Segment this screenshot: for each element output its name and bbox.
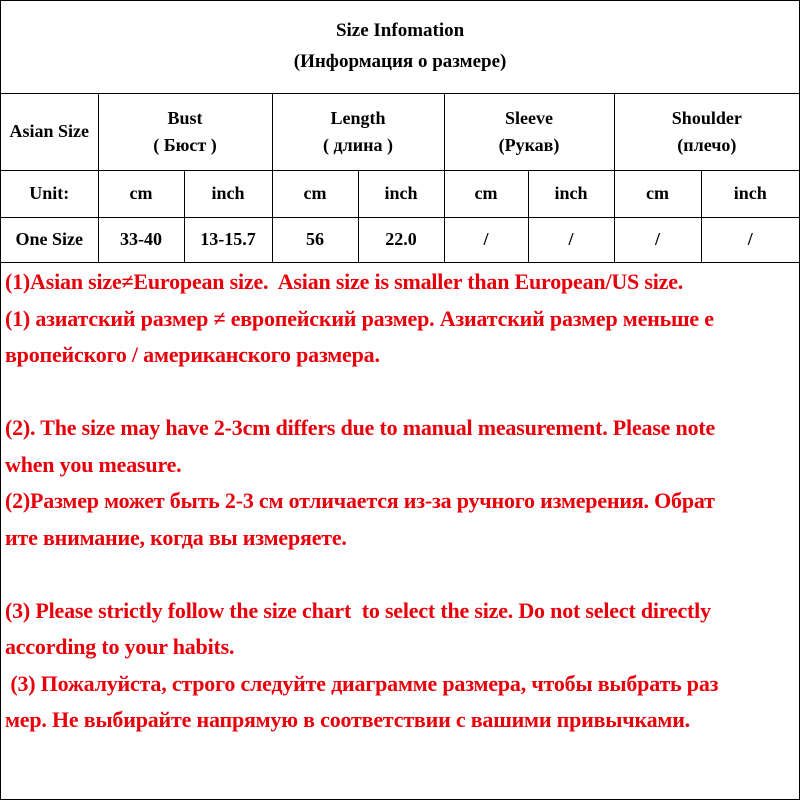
unit-cell: inch	[701, 170, 799, 217]
note-1-russian-line2: вропейского / американского размера.	[5, 342, 380, 367]
header-length-label: Length	[330, 107, 386, 128]
note-2-english-line2: when you measure.	[5, 451, 182, 477]
header-asian-size: Asian Size	[1, 93, 98, 170]
unit-cell: inch	[184, 170, 272, 217]
header-sleeve	[444, 93, 614, 170]
unit-row	[1, 170, 799, 217]
header-shoulder	[614, 93, 799, 170]
table-title	[1, 1, 799, 93]
unit-cell: cm	[272, 170, 358, 217]
title-row	[1, 1, 799, 93]
value-cell: 33-40	[98, 217, 184, 262]
note-2-english-line1: (2). The size may have 2-3cm differs due to manual measurement. Please note	[5, 415, 716, 440]
value-cell: /	[528, 217, 614, 262]
value-cell: 22.0	[358, 217, 444, 262]
header-length-ru: ( длина )	[323, 134, 393, 155]
value-cell: /	[444, 217, 528, 262]
title-russian: (Информация о размере)	[293, 50, 507, 72]
size-notes	[5, 264, 795, 739]
unit-cell: inch	[528, 170, 614, 217]
note-3-english-line1: (3) Please strictly follow the size chart to select the size. Do not select directly	[5, 597, 711, 623]
note-3-english-line2: according to your habits.	[5, 634, 235, 659]
header-sleeve-ru: (Рукав)	[498, 134, 560, 155]
spacer	[5, 374, 795, 411]
unit-cell: inch	[358, 170, 444, 217]
value-cell: /	[701, 217, 799, 262]
note-3-russian-line2: мер. Не выбирайте напрямую в соответствии с вашими привычками.	[5, 707, 690, 732]
value-cell: 56	[272, 217, 358, 262]
note-1-russian-line1: (1) азиатский размер ≠ европейский размер. Азиатский размер меньше е	[5, 305, 714, 331]
header-row	[1, 93, 799, 170]
unit-cell: cm	[98, 170, 184, 217]
header-length	[272, 93, 444, 170]
note-2-russian-line1: (2)Размер может быть 2-3 см отличается из-за ручного измерения. Обрат	[5, 488, 715, 513]
value-cell: /	[614, 217, 701, 262]
header-shoulder-ru: (плечо)	[677, 134, 737, 155]
size-table	[1, 1, 799, 263]
note-1-english: (1)Asian size≠European size. Asian size is smaller than European/US size.	[5, 269, 684, 294]
header-bust	[98, 93, 272, 170]
value-cell: 13-15.7	[184, 217, 272, 262]
table-row	[1, 217, 799, 262]
note-3-russian-line1: (3) Пожалуйста, строго следуйте диаграмме размера, чтобы выбрать раз	[5, 670, 719, 696]
row-label: One Size	[1, 217, 98, 262]
header-bust-ru: ( Бюст )	[153, 134, 217, 155]
title-english: Size Infomation	[335, 20, 465, 42]
header-shoulder-label: Shoulder	[671, 107, 742, 128]
unit-cell: cm	[614, 170, 701, 217]
spacer	[5, 556, 795, 593]
header-bust-label: Bust	[167, 107, 203, 128]
unit-cell: cm	[444, 170, 528, 217]
note-2-russian-line2: ите внимание, когда вы измеряете.	[5, 524, 347, 550]
unit-label: Unit:	[1, 170, 98, 217]
header-sleeve-label: Sleeve	[505, 107, 553, 128]
